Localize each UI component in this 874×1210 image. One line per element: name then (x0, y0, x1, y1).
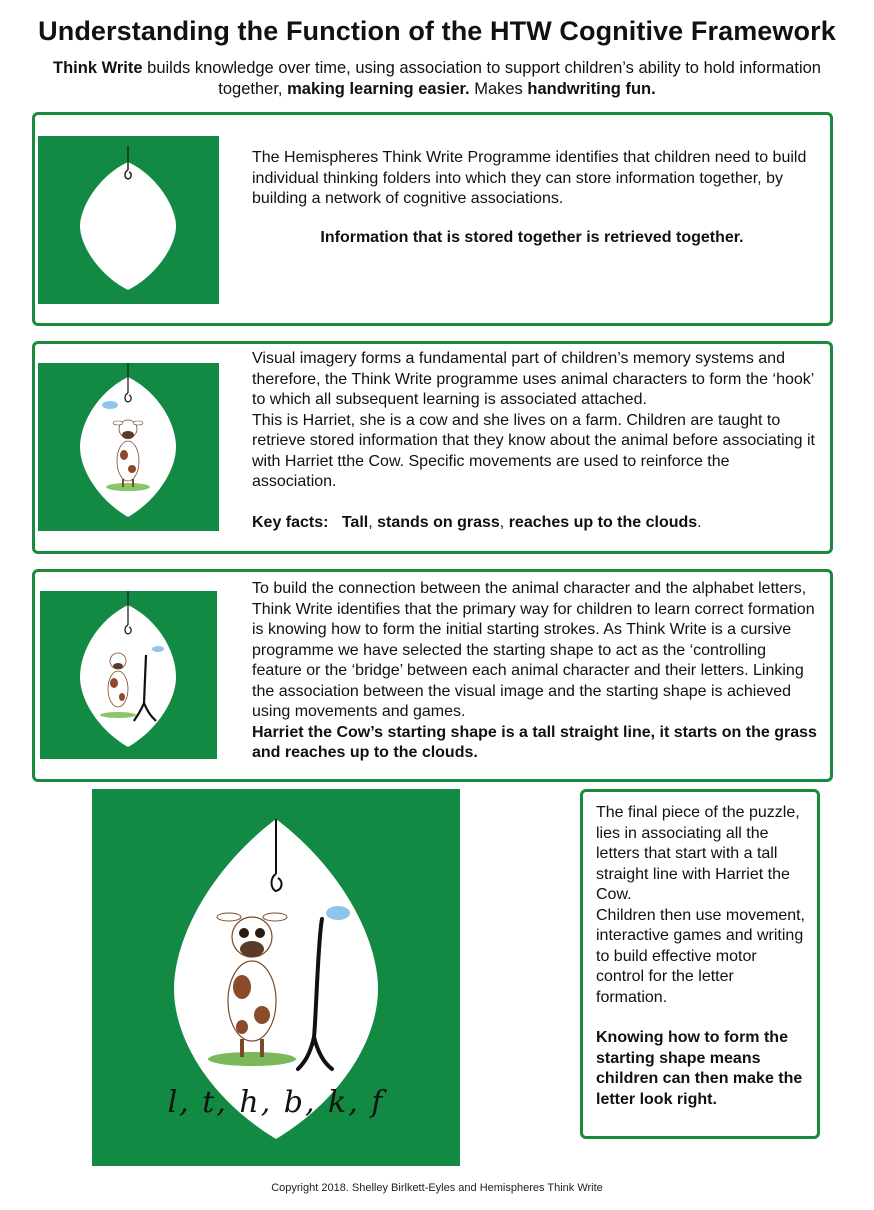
key-fact-end: . (697, 513, 702, 531)
cow-letters-illustration (92, 789, 460, 1166)
panel2-key-facts (252, 513, 818, 534)
panel1-text (252, 148, 812, 248)
panel4-paragraph-2: Children then use movement, interactive games and writing to build effective motor control for the letter formation. (596, 906, 805, 1006)
key-facts-label: Key facts: (252, 513, 329, 531)
subtitle-part: handwriting fun. (527, 80, 656, 98)
key-fact: stands on grass (377, 513, 500, 531)
copyright-notice: Copyright 2018. Shelley Birlkett-Eyles and Hemispheres Think Write (271, 1182, 603, 1194)
key-fact: Tall (341, 513, 369, 531)
subtitle-part: Think Write (53, 59, 143, 77)
page-title: Understanding the Function of the HTW Cognitive Framework (38, 16, 836, 46)
empty-folder-illustration (38, 136, 219, 304)
panel2-text (252, 349, 818, 533)
cow-hook-illustration (38, 363, 219, 531)
page-subtitle (40, 58, 834, 100)
panel4-paragraph-1: The final piece of the puzzle, lies in associating all the letters that start with a tall straight line with Harriet the Cow. (596, 804, 800, 903)
subtitle-part: builds knowledge over time, using association to support children’s ability to hold information together, (142, 59, 821, 98)
key-fact-separator: , (499, 513, 509, 531)
panel1-emphasis: Information that is stored together is retrieved together. (320, 228, 744, 246)
panel2-paragraph-2: This is Harriet, she is a cow and she lives on a farm. Children are taught to retrieve stored information that they know about the animal before associating it with Harriet tthe Cow. Specific movements are used to reinforce the association. (252, 411, 815, 490)
panel4-text (596, 803, 808, 1110)
cow-starting-shape-illustration (40, 591, 217, 759)
panel1-paragraph: The Hemispheres Think Write Programme identifies that children need to build individual thinking folders into which they can store information together, by building a network of cognitive associations. (252, 149, 807, 207)
panel3-text (252, 579, 818, 764)
panel2-paragraph-1: Visual imagery forms a fundamental part of children’s memory systems and therefore, the Think Write programme uses animal characters to form the ‘hook’ to which all subsequent learning is associated attached. (252, 350, 814, 408)
panel3-paragraph: To build the connection between the animal character and the alphabet letters, Think Write identifies that the primary way for children to learn correct formation is knowing how to form the initial starting strokes. As Think Write is a cursive programme we have selected the starting shape to act as the ‘controlling feature or the ‘bridge’ between each animal character and their letters. Linking the association between the visual image and the starting shape is achieved using movements and games. (252, 580, 815, 720)
cursive-letters: l, t, h, b, k, f (167, 1085, 385, 1120)
panel3-emphasis: Harriet the Cow’s starting shape is a tall straight line, it starts on the grass and reaches up to the clouds. (252, 723, 817, 761)
panel4-emphasis: Knowing how to form the starting shape means children can then make the letter look right. (596, 1029, 803, 1108)
key-fact: reaches up to the clouds (508, 513, 698, 531)
key-fact-separator: , (368, 513, 378, 531)
subtitle-part: making learning easier. (287, 80, 470, 98)
subtitle-part: Makes (469, 80, 528, 98)
